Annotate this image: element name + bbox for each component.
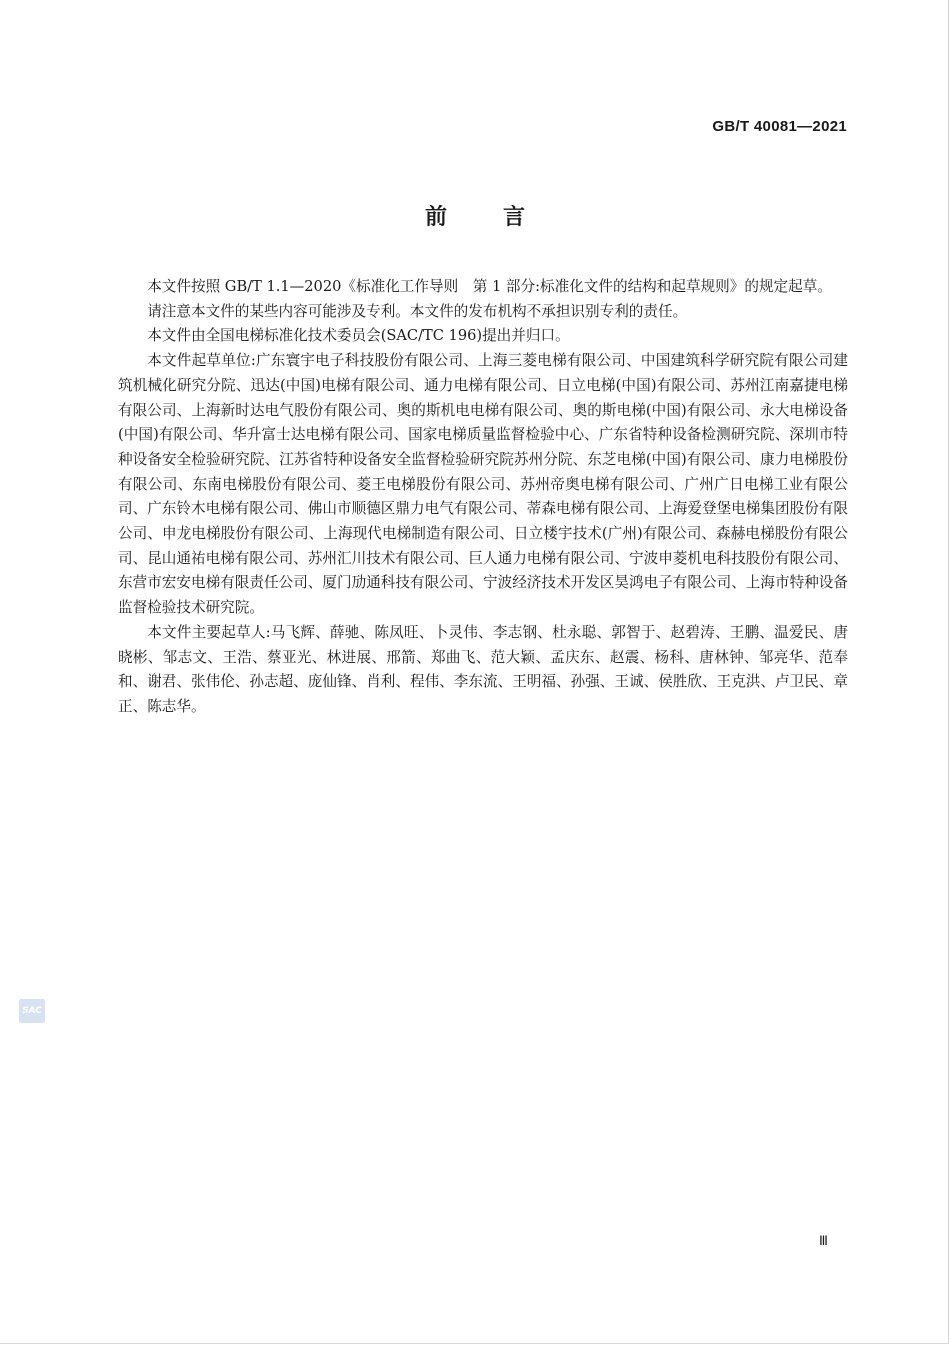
page-title: 前言 <box>424 205 581 230</box>
paragraph-drafting-units: 本文件起草单位:广东寰宇电子科技股份有限公司、上海三菱电梯有限公司、中国建筑科学研究院有限公司建筑机械化研究分院、迅达(中国)电梯有限公司、通力电梯有限公司、日立电梯(中国)有限公司、苏州江南嘉捷电梯有限公司、上海新时达电气股份有限公司、奥的斯机电电梯有限公司、奥的斯电梯(中国)有限公司、永大电梯设备(中国)有限公司、华升富士达电梯有限公司、国家电梯质量监督检验中心、广东省特种设备检测研究院、深圳市特种设备安全检验研究院、江苏省特种设备安全监督检验研究院苏州分院、东芝电梯(中国)有限公司、康力电梯股份有限公司、东南电梯股份有限公司、菱王电梯股份有限公司、苏州帝奥电梯有限公司、广州广日电梯工业有限公司、广东铃木电梯有限公司、佛山市顺德区鼎力电气有限公司、蒂森电梯有限公司、上海爱登堡电梯集团股份有限公司、申龙电梯股份有限公司、上海现代电梯制造有限公司、日立楼宇技术(广州)有限公司、森赫电梯股份有限公司、昆山通祐电梯有限公司、苏州汇川技术有限公司、巨人通力电梯有限公司、宁波申菱机电科技股份有限公司、东营市宏安电梯有限责任公司、厦门劢通科技有限公司、宁波经济技术开发区昊鸿电子有限公司、上海市特种设备监督检验技术研究院。 <box>118 352 848 617</box>
paragraph-drafting-rules: 本文件按照 GB/T 1.1—2020《标准化工作导则 第 1 部分:标准化文件的结构和起草规则》的规定起草。 <box>147 278 832 295</box>
page-number: Ⅲ <box>819 1233 828 1248</box>
paragraph-drafters: 本文件主要起草人:马飞辉、薛驰、陈凤旺、卜灵伟、李志钢、杜永聪、郭智于、赵碧涛、王鹏、温爱民、唐晓彬、邹志文、王浩、蔡亚光、林进展、邢箭、郑曲飞、范大颖、孟庆东、赵震、杨科、唐林钟、邹亮华、范奉和、谢君、张伟伦、孙志超、庞仙锋、肖利、程伟、李东流、王明福、孙强、王诚、侯胜欣、王克洪、卢卫民、章正、陈志华。 <box>118 623 848 715</box>
foreword-body <box>118 275 848 720</box>
sac-watermark-logo: SAC <box>19 999 45 1023</box>
standard-number: GB/T 40081—2021 <box>712 118 847 135</box>
paragraph-patent-notice: 请注意本文件的某些内容可能涉及专利。本文件的发布机构不承担识别专利的责任。 <box>147 302 688 320</box>
paragraph-committee: 本文件由全国电梯标准化技术委员会(SAC/TC 196)提出并归口。 <box>147 327 570 345</box>
